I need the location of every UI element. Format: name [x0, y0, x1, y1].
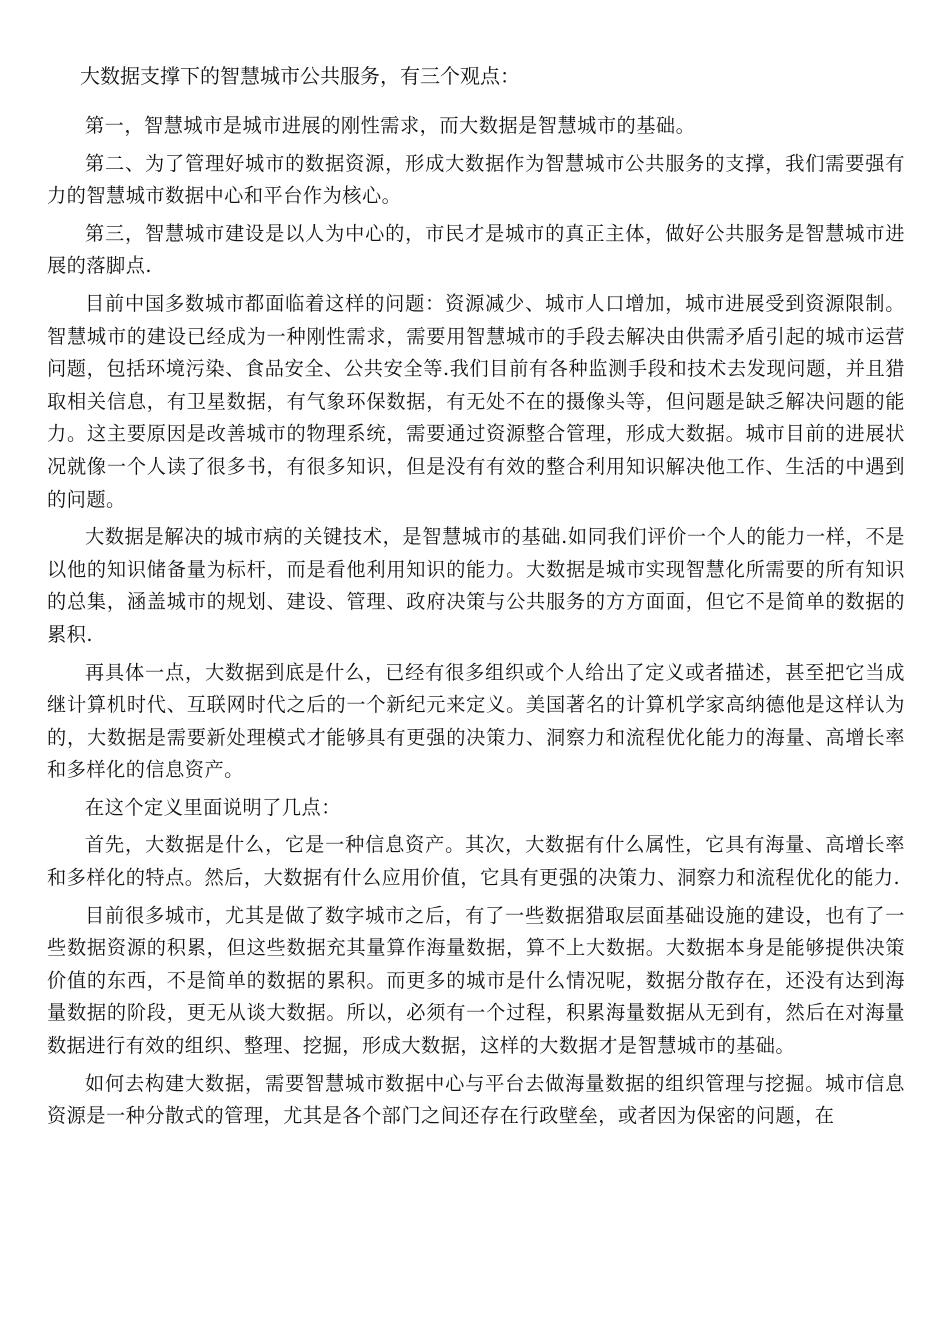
paragraph-definition-points: 首先，大数据是什么，它是一种信息资产。其次，大数据有什么属性，它具有海量、高增长率和多样化的特点。然后，大数据有什么应用价值，它具有更强的决策力、洞察力和流程优化的能力. [47, 833, 905, 890]
paragraph-big-data-definition: 再具体一点，大数据到底是什么，已经有很多组织或个人给出了定义或者描述，甚至把它当成继计算机时代、互联网时代之后的一个新纪元来定义。美国著名的计算机学家高纳德他是这样认为的，大数据是需要新处理模式才能够具有更强的决策力、洞察力和流程优化能力的海量、高增长率和多样化的信息资产。 [47, 660, 905, 782]
document-body [47, 110, 905, 1138]
paragraph-data-accumulation: 目前很多城市，尤其是做了数字城市之后，有了一些数据猎取层面基础设施的建设，也有了一些数据资源的积累，但这些数据充其量算作海量数据，算不上大数据。大数据本身是能够提供决策价值的东西，不是简单的数据的累积。而更多的城市是什么情况呢，数据分散存在，还没有达到海量数据的阶段，更无从谈大数据。所以，必须有一个过程，积累海量数据从无到有，然后在对海量数据进行有效的组织、整理、挖掘，形成大数据，这样的大数据才是智慧城市的基础。 [47, 903, 905, 1058]
paragraph-point-three: 第三，智慧城市建设是以人为中心的，市民才是城市的真正主体，做好公共服务是智慧城市进展的落脚点. [47, 221, 905, 278]
paragraph-city-problems: 目前中国多数城市都面临着这样的问题：资源减少、城市人口增加，城市进展受到资源限制。智慧城市的建设已经成为一种刚性需求，需要用智慧城市的手段去解决由供需矛盾引起的城市运营问题，包括环境污染、食品安全、公共安全等.我们目前有各种监测手段和技术去发现问题，并且猎取相关信息，有卫星数据，有气象环保数据，有无处不在的摄像头等，但问题是缺乏解决问题的能力。这主要原因是改善城市的物理系统，需要通过资源整合管理，形成大数据。城市目前的进展状况就像一个人读了很多书，有很多知识，但是没有有效的整合利用知识解决他工作、生活的中遇到的问题。 [47, 291, 905, 511]
paragraph-point-two: 第二、为了管理好城市的数据资源，形成大数据作为智慧城市公共服务的支撑，我们需要强有力的智慧城市数据中心和平台作为核心。 [47, 151, 905, 208]
document-title: 大数据支撑下的智慧城市公共服务，有三个观点： [80, 64, 520, 88]
paragraph-big-data-key-tech: 大数据是解决的城市病的关键技术，是智慧城市的基础.如同我们评价一个人的能力一样，不是以他的知识储备量为标杆，而是看他利用知识的能力。大数据是城市实现智慧化所需要的所有知识的总集，涵盖城市的规划、建设、管理、政府决策与公共服务的方方面面，但它不是简单的数据的累积. [47, 525, 905, 646]
paragraph-definition-points-intro: 在这个定义里面说明了几点： [85, 795, 341, 819]
paragraph-building-big-data: 如何去构建大数据，需要智慧城市数据中心与平台去做海量数据的组织管理与挖掘。城市信息资源是一种分散式的管理，尤其是各个部门之间还存在行政壁垒，或者因为保密的问题，在 [47, 1071, 905, 1128]
paragraph-point-one: 第一，智慧城市是城市进展的刚性需求，而大数据是智慧城市的基础。 [85, 114, 696, 137]
